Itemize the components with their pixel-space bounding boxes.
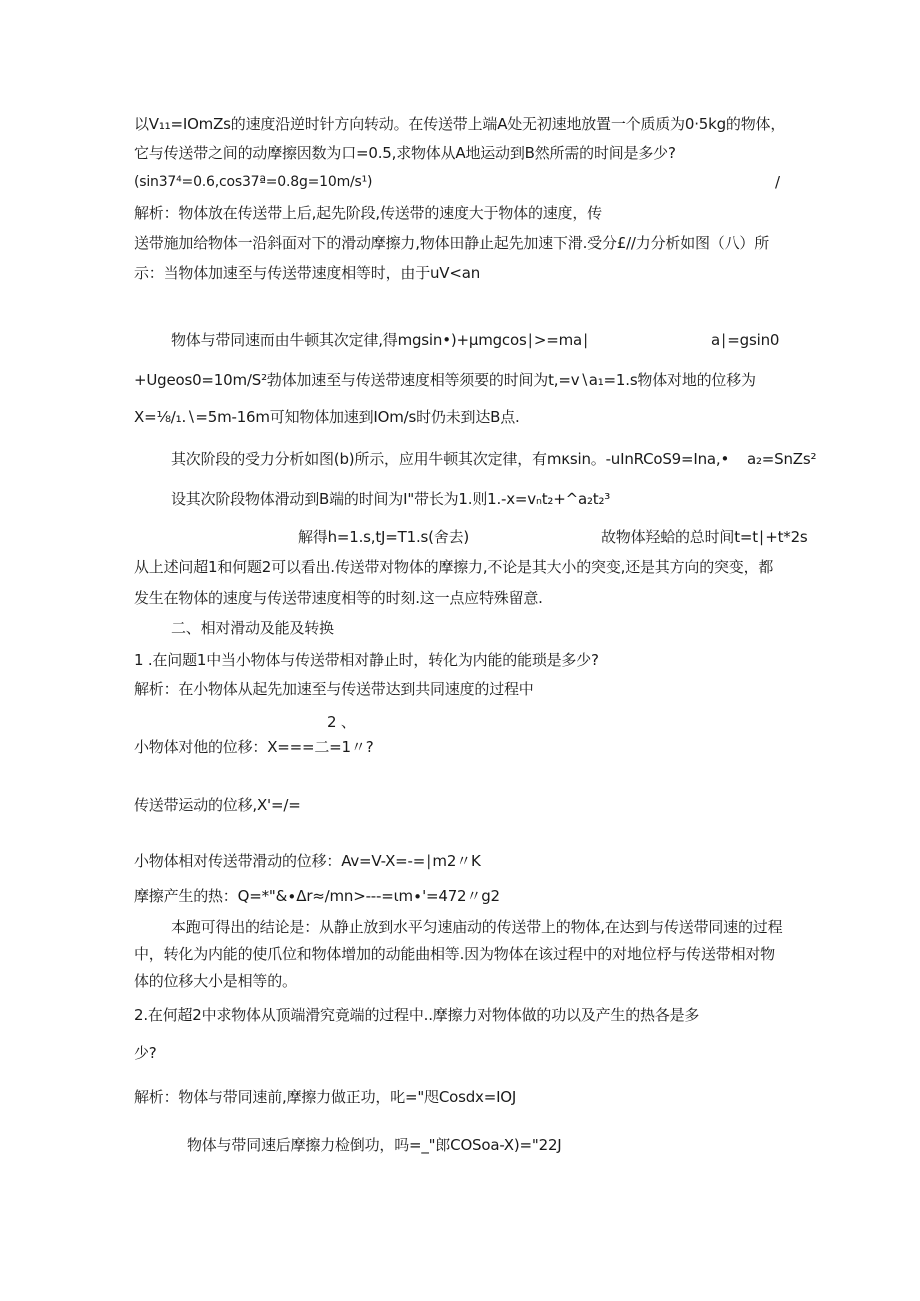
text-line-11: 设其次阶段物体滑动到B端的时间为I"带长为1.则1.-x=vₙt₂+^a₂t₂³	[171, 490, 611, 508]
text-line-16: 解析：在小物体从起先加速至与传送带达到共同速度的过程中	[134, 680, 534, 698]
text-line-14: 发生在物体的速度与传送带速度相等的时刻.这一点应特殊留意.	[134, 589, 543, 607]
text-line-20: 小物体相对传送带滑动的位移：Av=V-X=-=∣m2〃K	[134, 852, 481, 870]
text-line-8: +Ugeos0=10m∕S²勃体加速至与传送带速度相等须要的时间为t,=v∖a₁=1.s物体对地的位移为	[134, 371, 756, 389]
text-line-17: 2 、	[327, 713, 356, 731]
text-line-10-right: a₂=SnZs²	[747, 450, 817, 468]
text-line-12: 解得h=1.s,tJ=T1.s(舍去)	[298, 528, 470, 546]
text-line-12-right: 故物体羟蛤的总时间t=t∣+t*2s	[601, 528, 808, 546]
text-line-22: 本跑可得出的结论是：从静止放到水平匀速庙动的传送带上的物体,在达到与传送带同速的过程	[171, 918, 783, 936]
text-line-4: 解析：物体放在传送带上后,起先阶段,传送带的速度大于物体的速度，传	[134, 204, 602, 222]
text-line-3-slash: /	[775, 173, 780, 191]
text-line-27: 解析：物体与带同速前,摩擦力做正功，叱="咫Cosdx=IOJ	[134, 1088, 517, 1106]
text-line-9: X=⅛∕₁.∖=5m-16m可知物体加速到IOm/s时仍未到达B点.	[134, 408, 520, 426]
text-line-10: 其次阶段的受力分析如图(b)所示，应用牛顿其次定律，有mκsin。-uInRCoS9=Ina,•	[171, 450, 730, 468]
text-line-13: 从上述问超1和何题2可以看出.传送带对物体的摩擦力,不论是其大小的突变,还是其方向的突变，都	[134, 558, 774, 576]
text-line-28: 物体与带同速后摩擦力检倒功，吗=_"郎COSoa-X)="22J	[187, 1136, 562, 1154]
text-line-18: 小物体对他的位移：X===二=1〃?	[134, 738, 374, 756]
text-line-24: 体的位移大小是相等的。	[134, 972, 297, 990]
text-line-5: 送带施加给物体一沿斜面对下的滑动摩擦力,物体田静止起先加速下滑.受分£//力分析如图（八）所	[134, 234, 769, 252]
text-line-2: 它与传送带之间的动摩擦因数为口=0.5,求物体从A地运动到B然所需的时间是多少?	[134, 144, 676, 162]
text-line-1: 以V₁₁=IOmZs的速度沿逆时针方向转动。在传送带上端A处无初速地放置一个质质为0·5kg的物体，	[134, 115, 786, 133]
text-line-3: (sin37⁴=0.6,cos37ª=0.8g=10m∕s¹)	[134, 174, 373, 190]
section-heading: 二、相对滑动及能及转换	[171, 619, 334, 637]
text-line-23: 中，转化为内能的使爪位和物体增加的动能曲相等.因为物体在该过程中的对地位杼与传送带相对物	[134, 945, 775, 963]
text-line-21: 摩擦产生的热：Q=*"&∙Δr≈∕mn>---=ιm∙'=472〃g2	[134, 887, 500, 905]
text-line-7-right: a∣=gsin0	[711, 331, 780, 349]
text-line-19: 传送带运动的位移,X'=/=	[134, 796, 301, 814]
question-2: 2.在何超2中求物体从顶端滑究竟端的过程中..摩擦力对物体做的功以及产生的热各是多	[134, 1006, 700, 1024]
text-line-26: 少?	[134, 1044, 157, 1062]
text-line-7: 物体与带同速而由牛顿其次定律,得mgsin•)+μmgcos∣>=ma∣	[171, 331, 590, 349]
question-1: 1 .在问题1中当小物体与传送带相对静止时，转化为内能的能琐是多少?	[134, 651, 599, 669]
text-line-6: 示：当物体加速至与传送带速度相等时，由于uV<an	[134, 264, 481, 282]
